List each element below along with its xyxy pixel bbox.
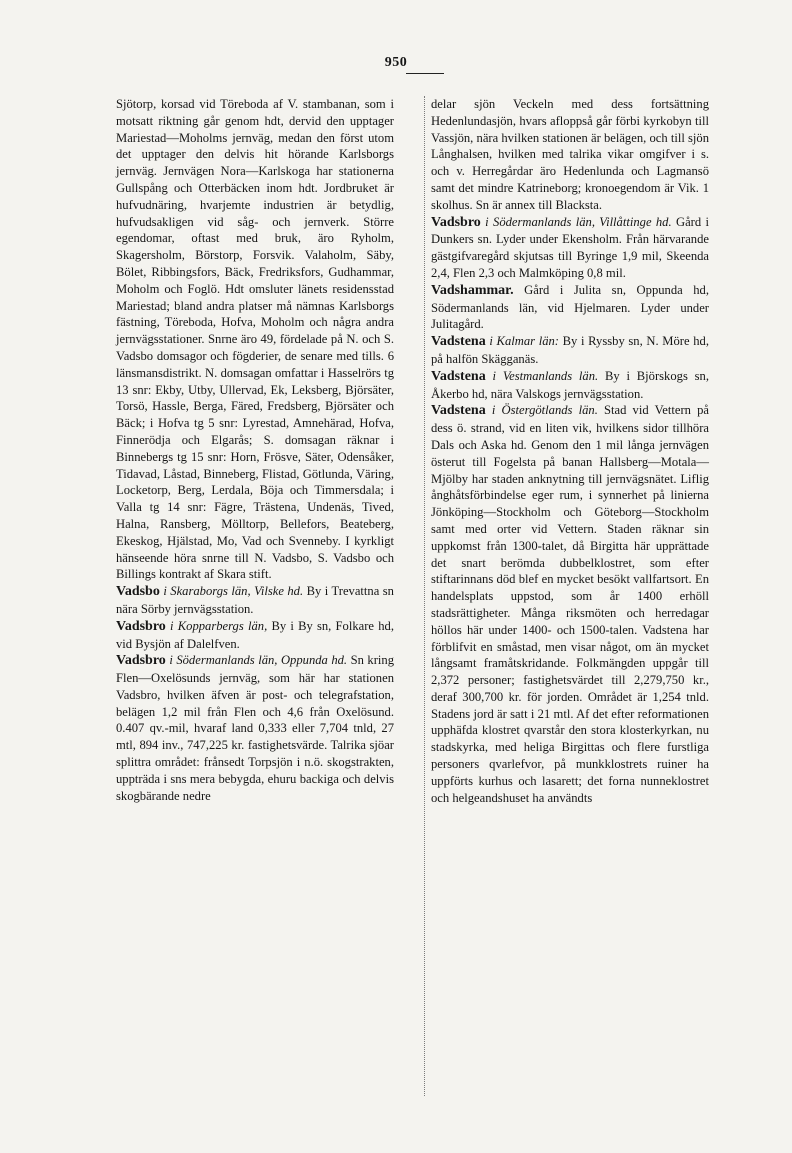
entry-region: i Östergötlands län. <box>491 403 598 418</box>
page-number: 950 <box>384 55 408 70</box>
entry-vadsbo-skaraborg <box>116 583 394 618</box>
entry-vadsbro-oppunda <box>116 652 394 804</box>
entry-headword: Vadstena <box>431 368 486 384</box>
entry-text: Stad vid Vettern på dess ö. strand, vid en liten vik, hvilkens sidor tillhöra Dals och Aska hd. Genom den 1 mil långa jernvägen österut till Fogelsta på banan Hallsberg—Motala—Mjölby har staden anknytning till jernvägsnätet. Liflig ånghåtsförbindelse eger rum, i synnerhet på linierna Jönköping—Stockholm och Göteborg—Stockholm samt med orter vid Vettern. Staden räknar sin uppkomst från 1300-talet, då Birgitta här upprättade det snart berömda dubbelklostret, som efter stiftarinnans död blef en mycket besökt vallfartsort. En handelsplats uppstod, som år 1400 erhöll stadsrättigheter. Många riksmöten och herredagar höllos här under 1400- och 1500-talen. Vadstena har förblifvit en småstad, men visar något, om än mycket långsamt framåtskridande. Folkmängden uppgår till 2,372 personer; fastighetsvärdet till 2,279,750 kr., deraf 300,700 kr. för jorden. Området är 1,254 tnld. Stadens jord är satt i 21 mtl. Af det efter reformationen upphäfda klostret qvarstår den stora klosterkyrkan, nu stadskyrka, med heliga Birgittas och flere furstliga personers qvarlefvor, på munkklostrets ruiner ha uppförts kurhus och lasarett; det forna nunneklostret och helgeandshuset ha användts <box>431 403 709 805</box>
entry-headword: Vadstena <box>431 403 486 419</box>
entry-headword: Vadsbro <box>116 653 166 669</box>
left-column <box>116 96 394 804</box>
entry-region: i Kalmar län: <box>489 334 559 349</box>
entry-region: i Vestmanlands län. <box>492 368 599 383</box>
page-number-rule <box>406 73 444 74</box>
entry-text: Gård i Julita sn, Oppunda hd, Södermanlands län, vid Hjelmaren. Lyder under Julitagård. <box>431 282 709 332</box>
entry-vadstena-kalmar <box>431 333 709 368</box>
entry-text: By i Ryssby sn, N. Möre hd, på halfön Skägganäs. <box>431 334 709 366</box>
entry-vadsbro-villattinge <box>431 214 709 282</box>
entry-vadsbro-kopparberg <box>116 618 394 653</box>
entry-vadstena-vestmanland <box>431 368 709 403</box>
entry-region: i Södermanlands län, Oppunda hd. <box>169 653 348 668</box>
entry-text: Gård i Dunkers sn. Lyder under Ekensholm. Från härvarande gästgifvaregård skjutsas till Byringe 1,9 mil, Skeenda 2,4, Flen 2,3 och Malmköping 0,8 mil. <box>431 214 710 280</box>
left-intro-paragraph: Sjötorp, korsad vid Töreboda af V. stambanan, som i motsatt riktning går genom hdt, dervid den upptager Mariestad—Moholms jernväg, medan den först utom det upptager den delvis hit hörande Karlsborgs jernväg. Jernvägen Nora—Karlskoga har stationerna Gullspång och Otterbäcken inom hdt. Jordbruket är hufvudnäring, hvarjemte industrien är betydlig, hufvudsakligen vid såg- och jernverk. Större egendomar, oftast med bruk, äro Ryholm, Skagersholm, Börstorp, Forsvik. Valaholm, Säby, Bölet, Ribbingsfors, Bäck, Fredriksfors, Gudhammar, Moholm och Foglö. Hdt omsluter länets residensstad Mariestad; bland andra platser må nämnas Karlsborgs fästning, Töreboda, Hofva, Moholm och några andra jernvägsstationer. Snrne äro 49, fördelade på N. och S. Vadsbo domsagor och fögderier, de senare med tills. 6 länsmansdistrikt. N. domsagan omfattar i Hasselrörs tg 13 snr: Ekby, Utby, Ullervad, Ek, Leksberg, Björsäter, Torsö, Hassle, Berga, Färed, Fredsberg, Björsäter och Bäck; i Hofva tg 5 snr: Lyrestad, Amnehärad, Hofva, Finnerödja och Elgarås; S. domsagan räknar i Binnebergs tg 15 snr: Horn, Frösve, Säter, Odensåker, Tidavad, Låstad, Binneberg, Flistad, Götlunda, Väring, Locketorp, Berg, Lerdala, Böja och Timmersdala; i Valla tg 14 snr: Fägre, Trästena, Undenäs, Tived, Halna, Ransberg, Mölltorp, Bellefors, Beateberg, Ekeskog, Hjälstad, Mo, Vad och Svenneby. I kyrkligt hänseende höra snrne till N. Vadsbo, S. Vadsbo och Billings kontrakt af Skara stift. <box>116 97 394 582</box>
entry-text: By i By sn, Folkare hd, vid Bysjön af Dalelfven. <box>116 618 394 651</box>
entry-text: Sn kring Flen—Oxelösunds jernväg, som här har stationen Vadsbro, hvilken äfven är post- och telegrafstation, belägen 1,2 mil från Flen och 4,6 från Oxelösund. 0.407 qv.-mil, hvaraf land 0,333 eller 7,704 tnld, 27 mtl, 894 inv., 747,225 kr. fastighetsvärde. Talrika sjöar splittra området: frånsedt Torpsjön i n.ö. skogstrakten, uppträda i sns mera bebygda, ehuru backiga och delvis skogbärande nedre <box>116 653 394 803</box>
entry-headword: Vadshammar. <box>431 282 514 298</box>
right-column <box>431 96 709 806</box>
entry-vadstena-ostergotland <box>431 402 709 806</box>
entry-headword: Vadsbro <box>431 214 481 230</box>
column-divider <box>424 96 425 1096</box>
entry-headword: Vadstena <box>431 334 486 350</box>
entry-region: i Kopparbergs län, <box>170 618 268 633</box>
entry-text: By i Trevattna sn nära Sörby jernvägsstation. <box>116 584 394 616</box>
entry-vadshammar <box>431 282 709 333</box>
entry-headword: Vadsbo <box>116 584 160 600</box>
entry-text: By i Björskogs sn, Åkerbo hd, nära Valskogs jernvägsstation. <box>431 368 709 401</box>
entry-region: i Skaraborgs län, Vilske hd. <box>163 584 304 599</box>
entry-headword: Vadsbro <box>116 618 166 634</box>
entry-region: i Södermanlands län, Villåttinge hd. <box>485 214 672 229</box>
right-continuation-paragraph: delar sjön Veckeln med dess fortsättning Hedenlundasjön, hvars afloppså går förbi kyrkobyn till Vassjön, nära hvilken stationen är belägen, och till sjön Långhalsen, hvilken med talrika vikar omgifver i s. och v. Herregårdar äro Hedenlunda och Lagmansö samt det mindre Katrineborg; kronoegendom är Vik. 1 skolhus. Sn är annex till Blacksta. <box>431 97 709 212</box>
